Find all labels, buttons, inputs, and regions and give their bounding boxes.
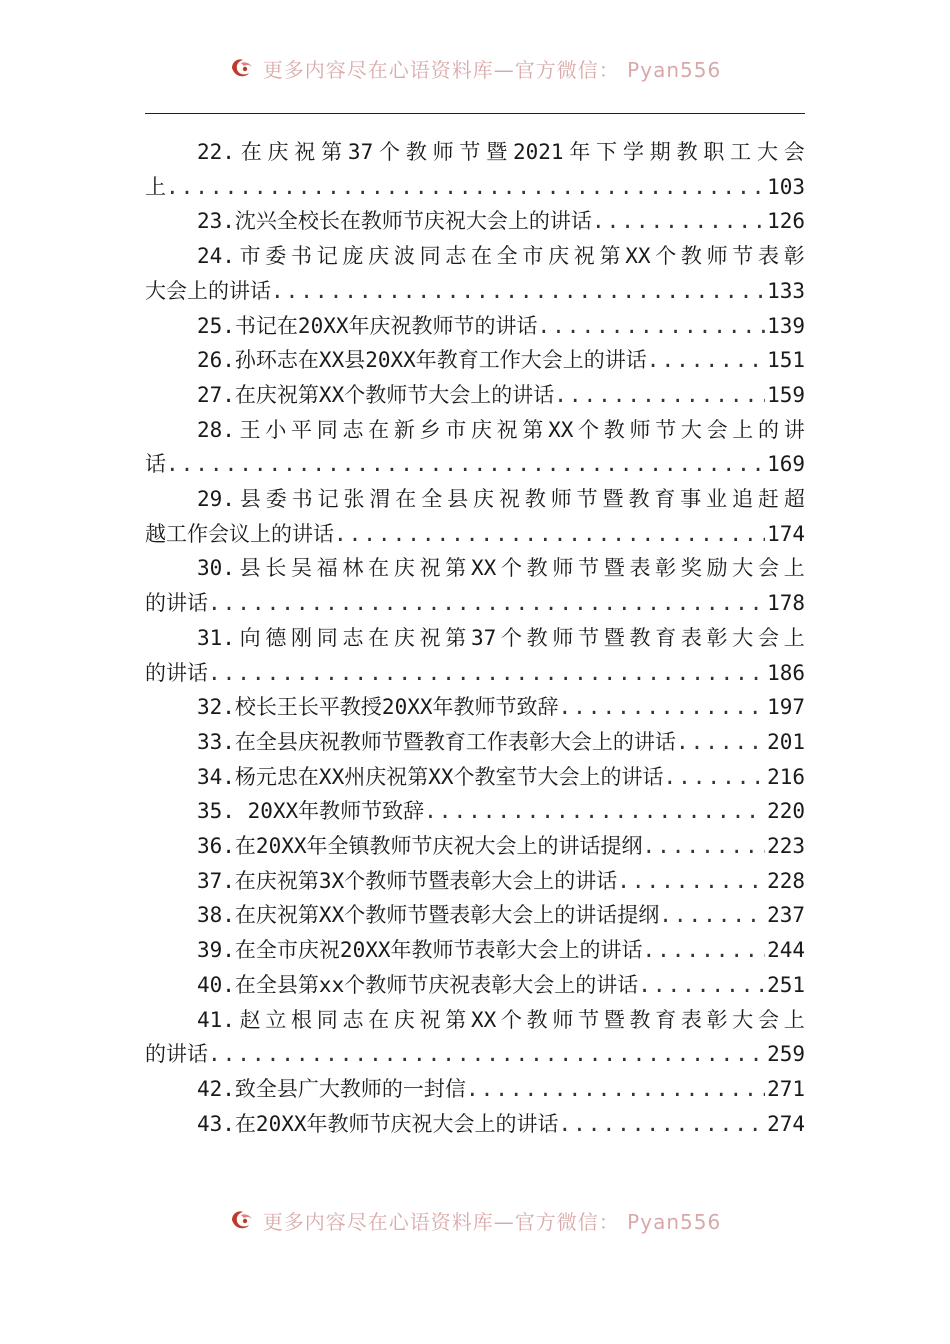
toc-entry-line1 bbox=[145, 135, 805, 170]
toc-entry-title: 40.在全县第xx个教师节庆祝表彰大会上的讲话 bbox=[197, 972, 639, 997]
toc-leader-dots bbox=[643, 933, 766, 968]
toc-entry-page: 274 bbox=[767, 1111, 805, 1136]
toc-entry-line1 bbox=[145, 482, 805, 517]
toc-entry-line bbox=[145, 725, 805, 760]
toc-leader-dots bbox=[638, 968, 765, 1003]
toc-entry-line2 bbox=[145, 274, 805, 309]
toc-entry-page: 223 bbox=[767, 834, 805, 859]
toc-leader-dots bbox=[647, 343, 765, 378]
toc-leader-dots bbox=[538, 309, 766, 344]
toc-entry-title: 36.在20XX年全镇教师节庆祝大会上的讲话提纲 bbox=[197, 834, 643, 859]
toc-entry-title: 23.沈兴全校长在教师节庆祝大会上的讲话 bbox=[197, 209, 592, 234]
toc-leader-dots bbox=[466, 1072, 765, 1107]
toc-entry-line1 bbox=[145, 551, 805, 586]
toc-entry-page: 103 bbox=[767, 174, 805, 199]
toc-entry-title: 28. 王 小 平 同 志 在 新 乡 市 庆 祝 第 XX 个 教 师 节 大 会 上 的 讲 bbox=[197, 417, 805, 442]
toc-entry[interactable] bbox=[145, 1003, 805, 1072]
toc-entry-line1 bbox=[145, 413, 805, 448]
toc-entry-title: 31. 向 德 刚 同 志 在 庆 祝 第 37 个 教 师 节 暨 教 育 表 彰 大 会 上 bbox=[197, 625, 805, 650]
toc-entry-title-cont: 越工作会议上的讲话 bbox=[145, 521, 334, 546]
toc-entry[interactable] bbox=[145, 690, 805, 725]
toc-entry[interactable] bbox=[145, 829, 805, 864]
toc-entry-page: 251 bbox=[767, 972, 805, 997]
toc-leader-dots bbox=[592, 204, 765, 239]
toc-leader-dots bbox=[208, 586, 765, 621]
toc-leader-dots bbox=[664, 760, 766, 795]
toc-entry-line2 bbox=[145, 447, 805, 482]
toc-entry-page: 169 bbox=[767, 452, 805, 477]
toc-entry-line1 bbox=[145, 239, 805, 274]
toc-entry[interactable] bbox=[145, 309, 805, 344]
toc-entry-page: 151 bbox=[767, 348, 805, 373]
toc-entry-title: 42.致全县广大教师的一封信 bbox=[197, 1076, 466, 1101]
toc-entry[interactable] bbox=[145, 898, 805, 933]
toc-entry[interactable] bbox=[145, 239, 805, 308]
toc-entry-page: 216 bbox=[767, 764, 805, 789]
toc-entry-title: 26.孙环志在XX县20XX年教育工作大会上的讲话 bbox=[197, 348, 647, 373]
toc-entry[interactable] bbox=[145, 933, 805, 968]
toc-leader-dots bbox=[271, 274, 765, 309]
toc-entry-line bbox=[145, 933, 805, 968]
header-divider bbox=[145, 113, 805, 114]
toc-entry-page: 220 bbox=[767, 799, 805, 824]
toc-entry[interactable] bbox=[145, 621, 805, 690]
toc-entry-page: 244 bbox=[767, 938, 805, 963]
toc-entry-title: 35. 20XX年教师节致辞 bbox=[197, 799, 425, 824]
toc-leader-dots bbox=[676, 725, 765, 760]
toc-entry[interactable] bbox=[145, 378, 805, 413]
toc-entry-title: 30. 县 长 吴 福 林 在 庆 祝 第 XX 个 教 师 节 暨 表 彰 奖 励 大 会 上 bbox=[197, 556, 805, 581]
header-banner-text: 更多内容尽在心语资料库—官方微信： Pyan556 bbox=[262, 57, 722, 82]
toc-entry-line2 bbox=[145, 656, 805, 691]
toc-entry-line1 bbox=[145, 1003, 805, 1038]
toc-entry-line bbox=[145, 343, 805, 378]
toc-entry-line2 bbox=[145, 1037, 805, 1072]
toc-entry[interactable] bbox=[145, 204, 805, 239]
toc-entry-page: 139 bbox=[767, 313, 805, 338]
toc-entry-title-cont: 大会上的讲话 bbox=[145, 278, 271, 303]
toc-entry-title-cont: 上 bbox=[145, 174, 166, 199]
toc-entry-page: 201 bbox=[767, 729, 805, 754]
toc-entry[interactable] bbox=[145, 794, 805, 829]
toc-entry-title: 33.在全县庆祝教师节暨教育工作表彰大会上的讲话 bbox=[197, 729, 676, 754]
toc-leader-dots bbox=[559, 1107, 766, 1142]
brand-logo-icon bbox=[229, 1207, 255, 1233]
toc-entry-line bbox=[145, 1107, 805, 1142]
toc-entry-page: 259 bbox=[767, 1042, 805, 1067]
footer-banner-text: 更多内容尽在心语资料库—官方微信： Pyan556 bbox=[262, 1209, 722, 1234]
toc-entry-title: 37.在庆祝第3X个教师节暨表彰大会上的讲话 bbox=[197, 868, 618, 893]
toc-leader-dots bbox=[166, 447, 765, 482]
toc-entry[interactable] bbox=[145, 864, 805, 899]
brand-logo-icon bbox=[229, 55, 255, 81]
toc-entry[interactable] bbox=[145, 482, 805, 551]
toc-entry-page: 159 bbox=[767, 382, 805, 407]
toc-leader-dots bbox=[334, 517, 765, 552]
toc-entry-title: 41. 赵 立 根 同 志 在 庆 祝 第 XX 个 教 师 节 暨 教 育 表 彰 大 会 上 bbox=[197, 1007, 805, 1032]
toc-entry-title: 27.在庆祝第XX个教师节大会上的讲话 bbox=[197, 382, 555, 407]
toc-entry-page: 237 bbox=[767, 903, 805, 928]
toc-entry-title-cont: 话 bbox=[145, 452, 166, 477]
toc-entry[interactable] bbox=[145, 725, 805, 760]
toc-entry-title: 38.在庆祝第XX个教师节暨表彰大会上的讲话提纲 bbox=[197, 903, 660, 928]
toc-leader-dots bbox=[208, 656, 765, 691]
toc-entry-line2 bbox=[145, 586, 805, 621]
toc-entry-line bbox=[145, 864, 805, 899]
toc-leader-dots bbox=[166, 170, 765, 205]
toc-leader-dots bbox=[208, 1037, 765, 1072]
toc-entry-line bbox=[145, 204, 805, 239]
toc-entry-line2 bbox=[145, 170, 805, 205]
toc-entry[interactable] bbox=[145, 760, 805, 795]
toc-leader-dots bbox=[659, 898, 765, 933]
toc-entry[interactable] bbox=[145, 135, 805, 204]
toc-entry-line bbox=[145, 378, 805, 413]
toc-entry[interactable] bbox=[145, 551, 805, 620]
toc-entry-line1 bbox=[145, 621, 805, 656]
toc-leader-dots bbox=[424, 794, 765, 829]
toc-entry-line bbox=[145, 829, 805, 864]
toc-entry[interactable] bbox=[145, 343, 805, 378]
toc-entry-title-cont: 的讲话 bbox=[145, 660, 208, 685]
toc-leader-dots bbox=[617, 864, 765, 899]
toc-leader-dots bbox=[643, 829, 766, 864]
toc-entry-title: 22. 在 庆 祝 第 37 个 教 师 节 暨 2021 年 下 学 期 教 职 工 大 会 bbox=[197, 140, 805, 164]
toc-entry-page: 174 bbox=[767, 521, 805, 546]
toc-entry-title: 34.杨元忠在XX州庆祝第XX个教室节大会上的讲话 bbox=[197, 764, 664, 789]
toc-entry-page: 197 bbox=[767, 695, 805, 720]
toc-entry-page: 126 bbox=[767, 209, 805, 234]
toc-entry-page: 228 bbox=[767, 868, 805, 893]
toc-entry-line bbox=[145, 794, 805, 829]
toc-entry-line bbox=[145, 690, 805, 725]
toc-entry[interactable] bbox=[145, 1107, 805, 1142]
toc-entry-title: 25.书记在20XX年庆祝教师节的讲话 bbox=[197, 313, 538, 338]
toc-entry-page: 186 bbox=[767, 660, 805, 685]
toc-entry-title-cont: 的讲话 bbox=[145, 591, 208, 616]
toc-entry[interactable] bbox=[145, 1072, 805, 1107]
toc-entry-line bbox=[145, 309, 805, 344]
toc-entry-line bbox=[145, 760, 805, 795]
toc-entry-page: 271 bbox=[767, 1076, 805, 1101]
toc-entry-title: 39.在全市庆祝20XX年教师节表彰大会上的讲话 bbox=[197, 938, 643, 963]
toc-entry-line bbox=[145, 968, 805, 1003]
toc-entry-title: 29. 县 委 书 记 张 渭 在 全 县 庆 祝 教 师 节 暨 教 育 事 业 追 赶 超 bbox=[197, 487, 805, 512]
page-header bbox=[0, 52, 950, 84]
toc-entry[interactable] bbox=[145, 968, 805, 1003]
toc-leader-dots bbox=[559, 690, 766, 725]
toc-entry-title: 43.在20XX年教师节庆祝大会上的讲话 bbox=[197, 1111, 559, 1136]
toc-entry-page: 133 bbox=[767, 278, 805, 303]
page-footer bbox=[0, 1204, 950, 1236]
toc-entry-line bbox=[145, 1072, 805, 1107]
toc-entry-title-cont: 的讲话 bbox=[145, 1042, 208, 1067]
toc-entry[interactable] bbox=[145, 413, 805, 482]
toc-entry-line bbox=[145, 898, 805, 933]
toc-leader-dots bbox=[554, 378, 765, 413]
toc-entry-title: 24. 市 委 书 记 庞 庆 波 同 志 在 全 市 庆 祝 第 XX 个 教 师 节 表 彰 bbox=[197, 244, 805, 269]
toc-entry-title: 32.校长王长平教授20XX年教师节致辞 bbox=[197, 695, 559, 720]
table-of-contents bbox=[145, 135, 805, 1141]
toc-entry-line2 bbox=[145, 517, 805, 552]
toc-entry-page: 178 bbox=[767, 591, 805, 616]
